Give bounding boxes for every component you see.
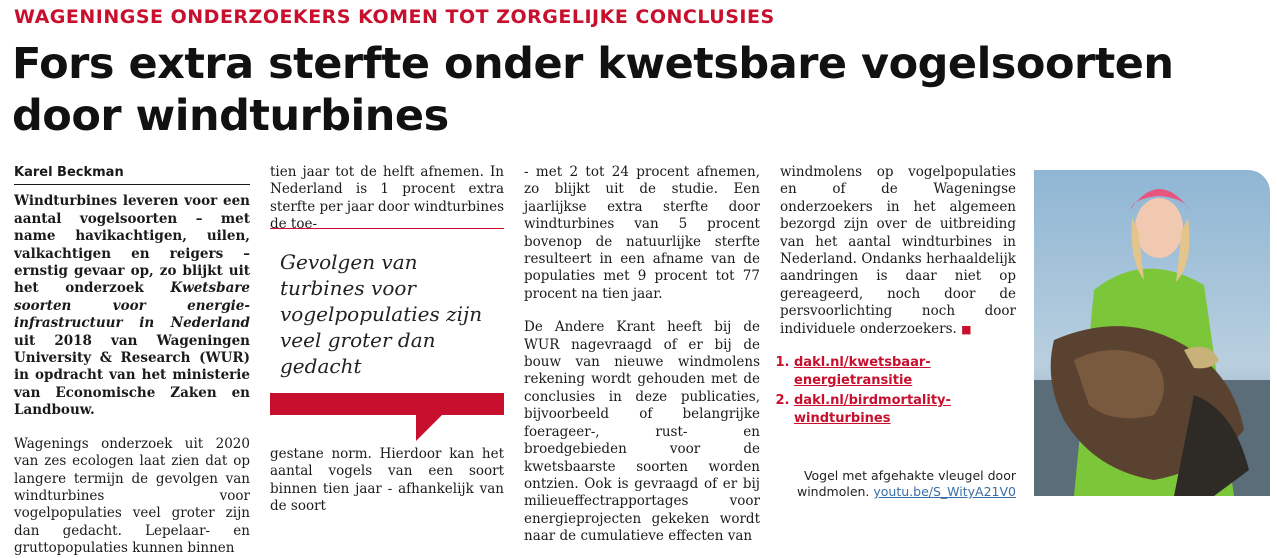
photo-illustration (1034, 170, 1270, 496)
speech-tail-icon (416, 415, 442, 441)
author-byline: Karel Beckman (14, 164, 250, 185)
reference-link-item (794, 354, 1016, 390)
article-headline: Fors extra sterfte onder kwetsbare vogelsoorten door windturbines (12, 39, 1174, 141)
column-2-paragraph-top: tien jaar tot de helft afnemen. In Nederland is 1 procent extra sterfte per jaar door windturbines de toe- (270, 164, 504, 233)
caption-video-link[interactable]: youtu.be/S_WityA21V0 (873, 484, 1016, 499)
pull-quote-bar (270, 393, 504, 415)
caption-text: Vogel met afgehakte vleugel door windmolen. (796, 468, 1016, 499)
photo-caption (780, 468, 1016, 500)
reference-link-2[interactable]: dakl.nl/birdmortality-windturbines (794, 393, 951, 427)
article-column-4 (780, 164, 1016, 430)
lead-text-end: uit 2018 van Wageningen University & Research (WUR) in opdracht van het ministerie van Economische Zaken en Landbouw. (14, 332, 250, 419)
article-column-2-top (270, 164, 504, 234)
pull-quote-text: Gevolgen van turbines voor vogelpopulaties zijn veel groter dan gedacht (280, 250, 483, 378)
reference-links (780, 354, 1016, 428)
reference-link-item (794, 392, 1016, 428)
pull-quote (270, 228, 504, 415)
article-column-1 (14, 164, 250, 558)
column-3-paragraph-2: De Andere Krant heeft bij de WUR nagevraagd of er bij de bouw van nieuwe windmolens rekening wordt gehouden met de conclusies in deze publicaties, bijvoorbeeld of belangrijke foerageer-, rust- en broedgebieden voor de kwetsbaarste soorten worden ontzien. Ook is gevraagd of er bij milieueffectrapportages voor energieprojecten gekeken wordt naar de cumulatieve effecten van (524, 319, 760, 545)
end-mark-icon: ■ (961, 322, 972, 336)
column-3-paragraph-1: - met 2 tot 24 procent afnemen, zo blijkt uit de studie. Een jaarlijkse extra sterfte door windturbines van 5 procent bovenop de natuurlijke sterfte resulteert in een afname van de populaties met 9 procent tot 77 procent na tien jaar. (524, 164, 760, 302)
lead-text-start: Windturbines leveren voor een aantal vogelsoorten – met name havikachtigen, uilen, valkachtigen en reigers – ernstig gevaar op, zo blijkt uit het onderzoek (14, 193, 250, 297)
column-2-paragraph-bottom: gestane norm. Hierdoor kan het aantal vogels van een soort binnen tien jaar - afhankelijk van de soort (270, 446, 504, 515)
article-kicker: WAGENINGSE ONDERZOEKERS KOMEN TOT ZORGELIJKE CONCLUSIES (14, 6, 775, 28)
column-4-text: windmolens op vogelpopulaties en of de Wageningse onderzoekers in het algemeen bezorgd zijn over de uitbreiding van het aantal windturbines in Nederland. Ondanks herhaaldelijk aandringen is daar niet op gereageerd, noch door de persvoorlichting noch door individuele onderzoekers. (780, 164, 1016, 337)
lead-paragraph (14, 193, 250, 419)
article-photo (1034, 170, 1270, 496)
column-1-paragraph: Wagenings onderzoek uit 2020 van zes ecologen laat zien dat op langere termijn de gevolgen van windturbines voor vogelpopulaties veel groter zijn dan gedacht. Lepelaar- en gruttopopulaties kunnen binnen (14, 435, 250, 557)
reference-link-1[interactable]: dakl.nl/kwetsbaar-energietransitie (794, 355, 931, 389)
article-column-3 (524, 164, 760, 546)
study-title: Kwetsbare soorten voor energie-infrastructuur in Nederland (14, 280, 251, 332)
article-column-2-bottom (270, 446, 504, 516)
column-4-paragraph (780, 164, 1016, 338)
